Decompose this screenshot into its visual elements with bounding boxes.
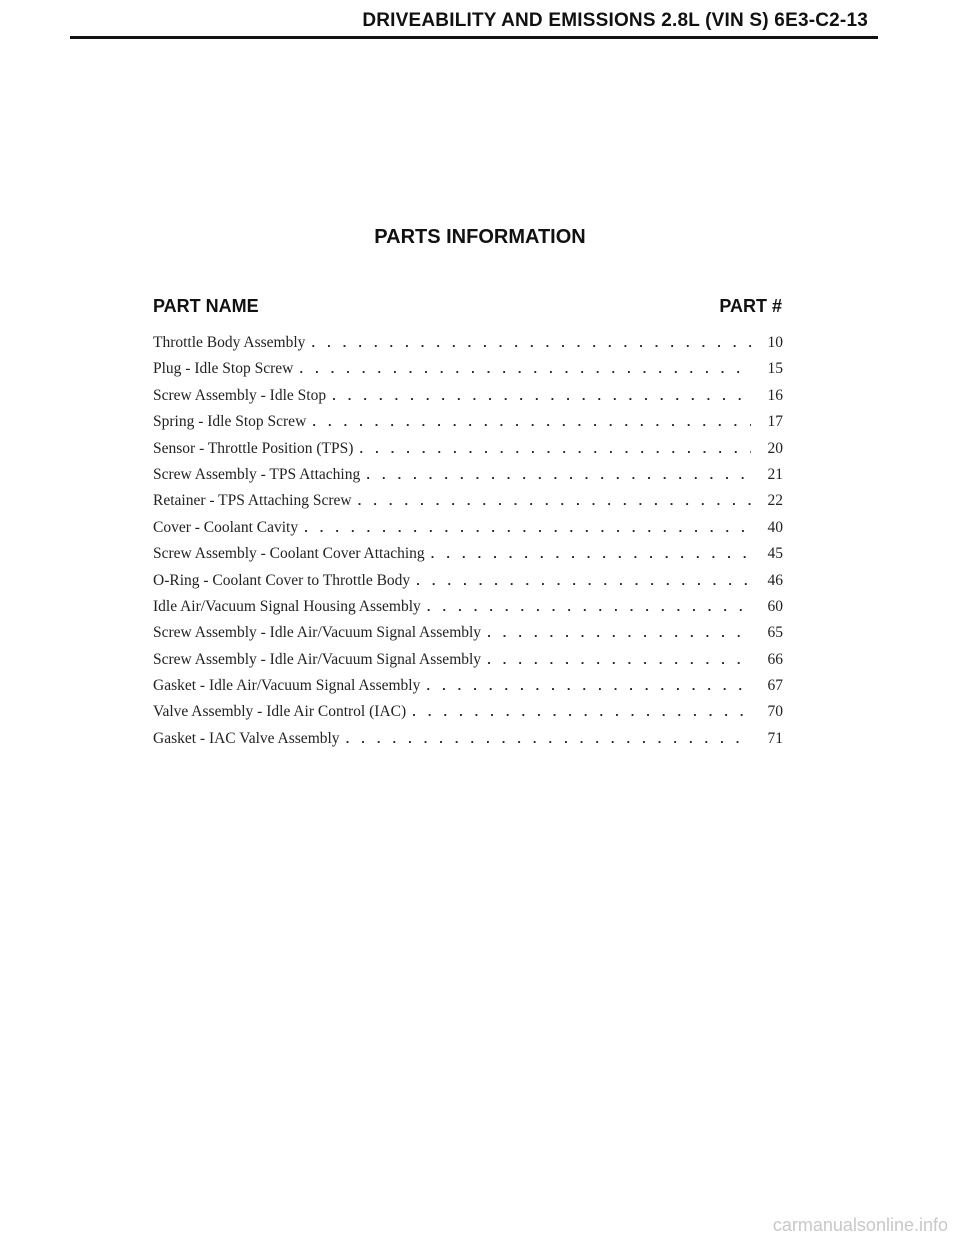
column-header-part-number: PART # bbox=[719, 296, 782, 316]
part-row bbox=[153, 703, 783, 729]
part-name: Valve Assembly - Idle Air Control (IAC) bbox=[153, 703, 407, 721]
parts-list bbox=[153, 334, 783, 756]
part-name: Gasket - Idle Air/Vacuum Signal Assembly bbox=[153, 677, 421, 695]
part-number: 65 bbox=[767, 624, 783, 642]
dot-leader bbox=[293, 362, 751, 377]
part-name: Screw Assembly - TPS Attaching bbox=[153, 465, 361, 483]
part-number: 40 bbox=[767, 518, 783, 536]
dot-leader bbox=[326, 389, 751, 404]
part-number: 60 bbox=[767, 597, 783, 615]
part-number: 66 bbox=[767, 650, 783, 668]
dot-leader bbox=[306, 415, 751, 430]
part-number: 70 bbox=[767, 703, 783, 721]
part-name: Plug - Idle Stop Screw bbox=[153, 360, 294, 378]
dot-leader bbox=[406, 705, 751, 720]
part-name: Cover - Coolant Cavity bbox=[153, 518, 299, 536]
part-number: 46 bbox=[767, 571, 783, 589]
column-header-part-name: PART NAME bbox=[153, 296, 259, 316]
part-number: 67 bbox=[767, 677, 783, 695]
header-rule bbox=[70, 36, 878, 39]
dot-leader bbox=[421, 600, 751, 615]
part-name: Throttle Body Assembly bbox=[153, 334, 306, 351]
part-name: Screw Assembly - Idle Air/Vacuum Signal Assembly bbox=[153, 624, 482, 642]
part-name: Screw Assembly - Idle Air/Vacuum Signal Assembly bbox=[153, 650, 482, 668]
part-number: 45 bbox=[767, 545, 783, 563]
part-number: 21 bbox=[767, 465, 783, 483]
part-row bbox=[153, 492, 783, 518]
part-number: 20 bbox=[767, 439, 783, 457]
part-row bbox=[153, 466, 783, 492]
dot-leader bbox=[305, 336, 751, 351]
dot-leader bbox=[340, 732, 751, 747]
part-row bbox=[153, 387, 783, 413]
part-number: 16 bbox=[767, 386, 783, 404]
part-row bbox=[153, 624, 783, 650]
part-name: Idle Air/Vacuum Signal Housing Assembly bbox=[153, 597, 421, 615]
part-row bbox=[153, 598, 783, 624]
watermark-text: carmanualsonline.info bbox=[772, 1215, 948, 1235]
part-number: 15 bbox=[767, 360, 783, 378]
part-row bbox=[153, 730, 783, 756]
part-name: Retainer - TPS Attaching Screw bbox=[153, 492, 352, 510]
dot-leader bbox=[360, 468, 751, 483]
part-row bbox=[153, 651, 783, 677]
dot-leader bbox=[352, 494, 751, 509]
part-number: 71 bbox=[767, 729, 783, 747]
part-row bbox=[153, 360, 783, 386]
dot-leader bbox=[353, 442, 751, 457]
dot-leader bbox=[420, 679, 751, 694]
part-row bbox=[153, 334, 783, 360]
part-row bbox=[153, 545, 783, 571]
part-name: Gasket - IAC Valve Assembly bbox=[153, 729, 340, 747]
section-title: PARTS INFORMATION bbox=[374, 226, 586, 248]
part-name: Screw Assembly - Idle Stop bbox=[153, 386, 327, 404]
part-number: 10 bbox=[767, 334, 783, 351]
part-row bbox=[153, 677, 783, 703]
part-row bbox=[153, 413, 783, 439]
page-header-title: DRIVEABILITY AND EMISSIONS 2.8L (VIN S) 6E3-C2-13 bbox=[362, 10, 868, 31]
part-name: Sensor - Throttle Position (TPS) bbox=[153, 439, 354, 457]
part-number: 22 bbox=[767, 492, 783, 510]
part-row bbox=[153, 440, 783, 466]
dot-leader bbox=[481, 626, 751, 641]
dot-leader bbox=[298, 521, 751, 536]
part-number: 17 bbox=[767, 413, 783, 431]
part-name: O-Ring - Coolant Cover to Throttle Body bbox=[153, 571, 411, 589]
dot-leader bbox=[425, 547, 751, 562]
part-name: Spring - Idle Stop Screw bbox=[153, 413, 307, 431]
dot-leader bbox=[410, 574, 751, 589]
part-row bbox=[153, 519, 783, 545]
dot-leader bbox=[481, 653, 751, 668]
part-name: Screw Assembly - Coolant Cover Attaching bbox=[153, 545, 425, 563]
part-row bbox=[153, 572, 783, 598]
